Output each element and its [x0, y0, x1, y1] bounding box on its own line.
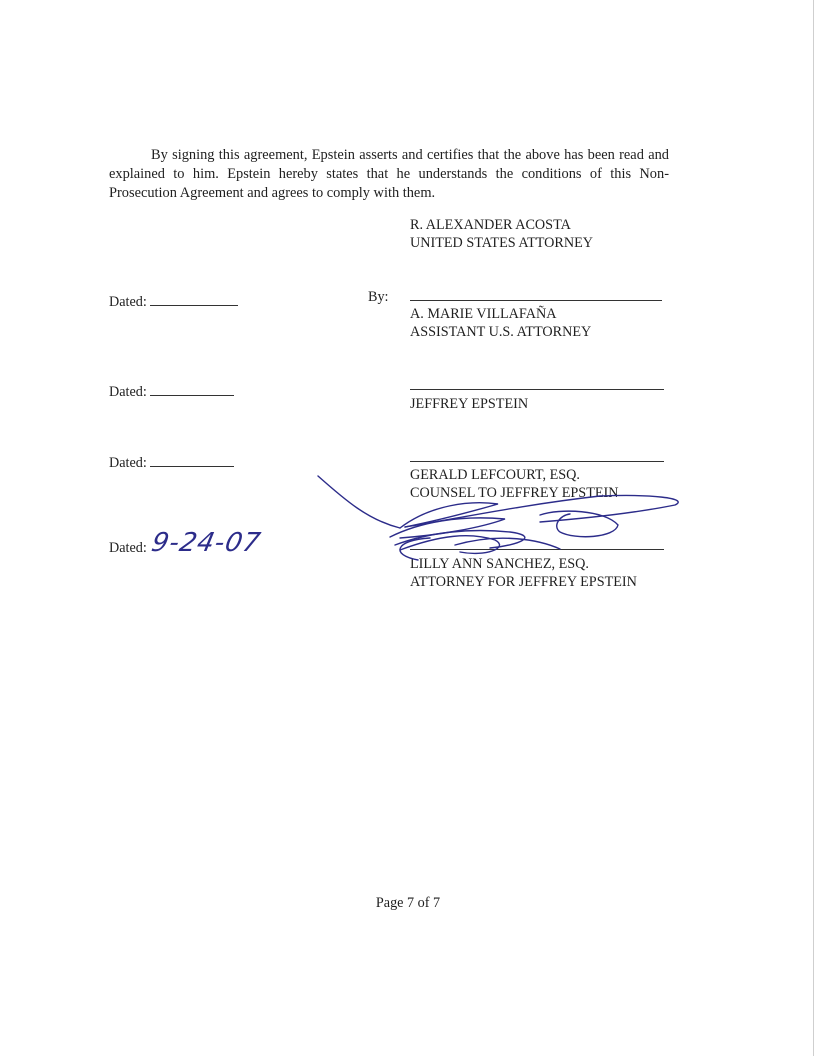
- handwritten-date: 9-24-07: [148, 528, 264, 558]
- dated-label: Dated:: [109, 294, 147, 310]
- prosecutor-name: R. ALEXANDER ACOSTA: [410, 217, 571, 233]
- signatory-role: ATTORNEY FOR JEFFREY EPSTEIN: [410, 574, 637, 590]
- prosecutor-title: UNITED STATES ATTORNEY: [410, 235, 594, 251]
- signatory-role: COUNSEL TO JEFFREY EPSTEIN: [410, 485, 619, 501]
- by-label: By:: [368, 289, 389, 305]
- certification-paragraph: By signing this agreement, Epstein asserts and certifies that the above has been read and explained to him. Epstein hereby states that he understands the conditions of this Non-Prosecution Agreement and agrees to comply with them.: [109, 147, 669, 201]
- signatory-role: ASSISTANT U.S. ATTORNEY: [410, 324, 592, 340]
- dated-label: Dated:: [109, 540, 147, 556]
- dated-label: Dated:: [109, 384, 147, 400]
- signatory-name: JEFFREY EPSTEIN: [410, 396, 529, 412]
- dated-label: Dated:: [109, 455, 147, 471]
- page-number: Page 7 of 7: [375, 895, 441, 911]
- signatory-name: LILLY ANN SANCHEZ, ESQ.: [410, 556, 589, 572]
- signatory-name: A. MARIE VILLAFAÑA: [410, 306, 557, 322]
- signatory-name: GERALD LEFCOURT, ESQ.: [410, 467, 580, 483]
